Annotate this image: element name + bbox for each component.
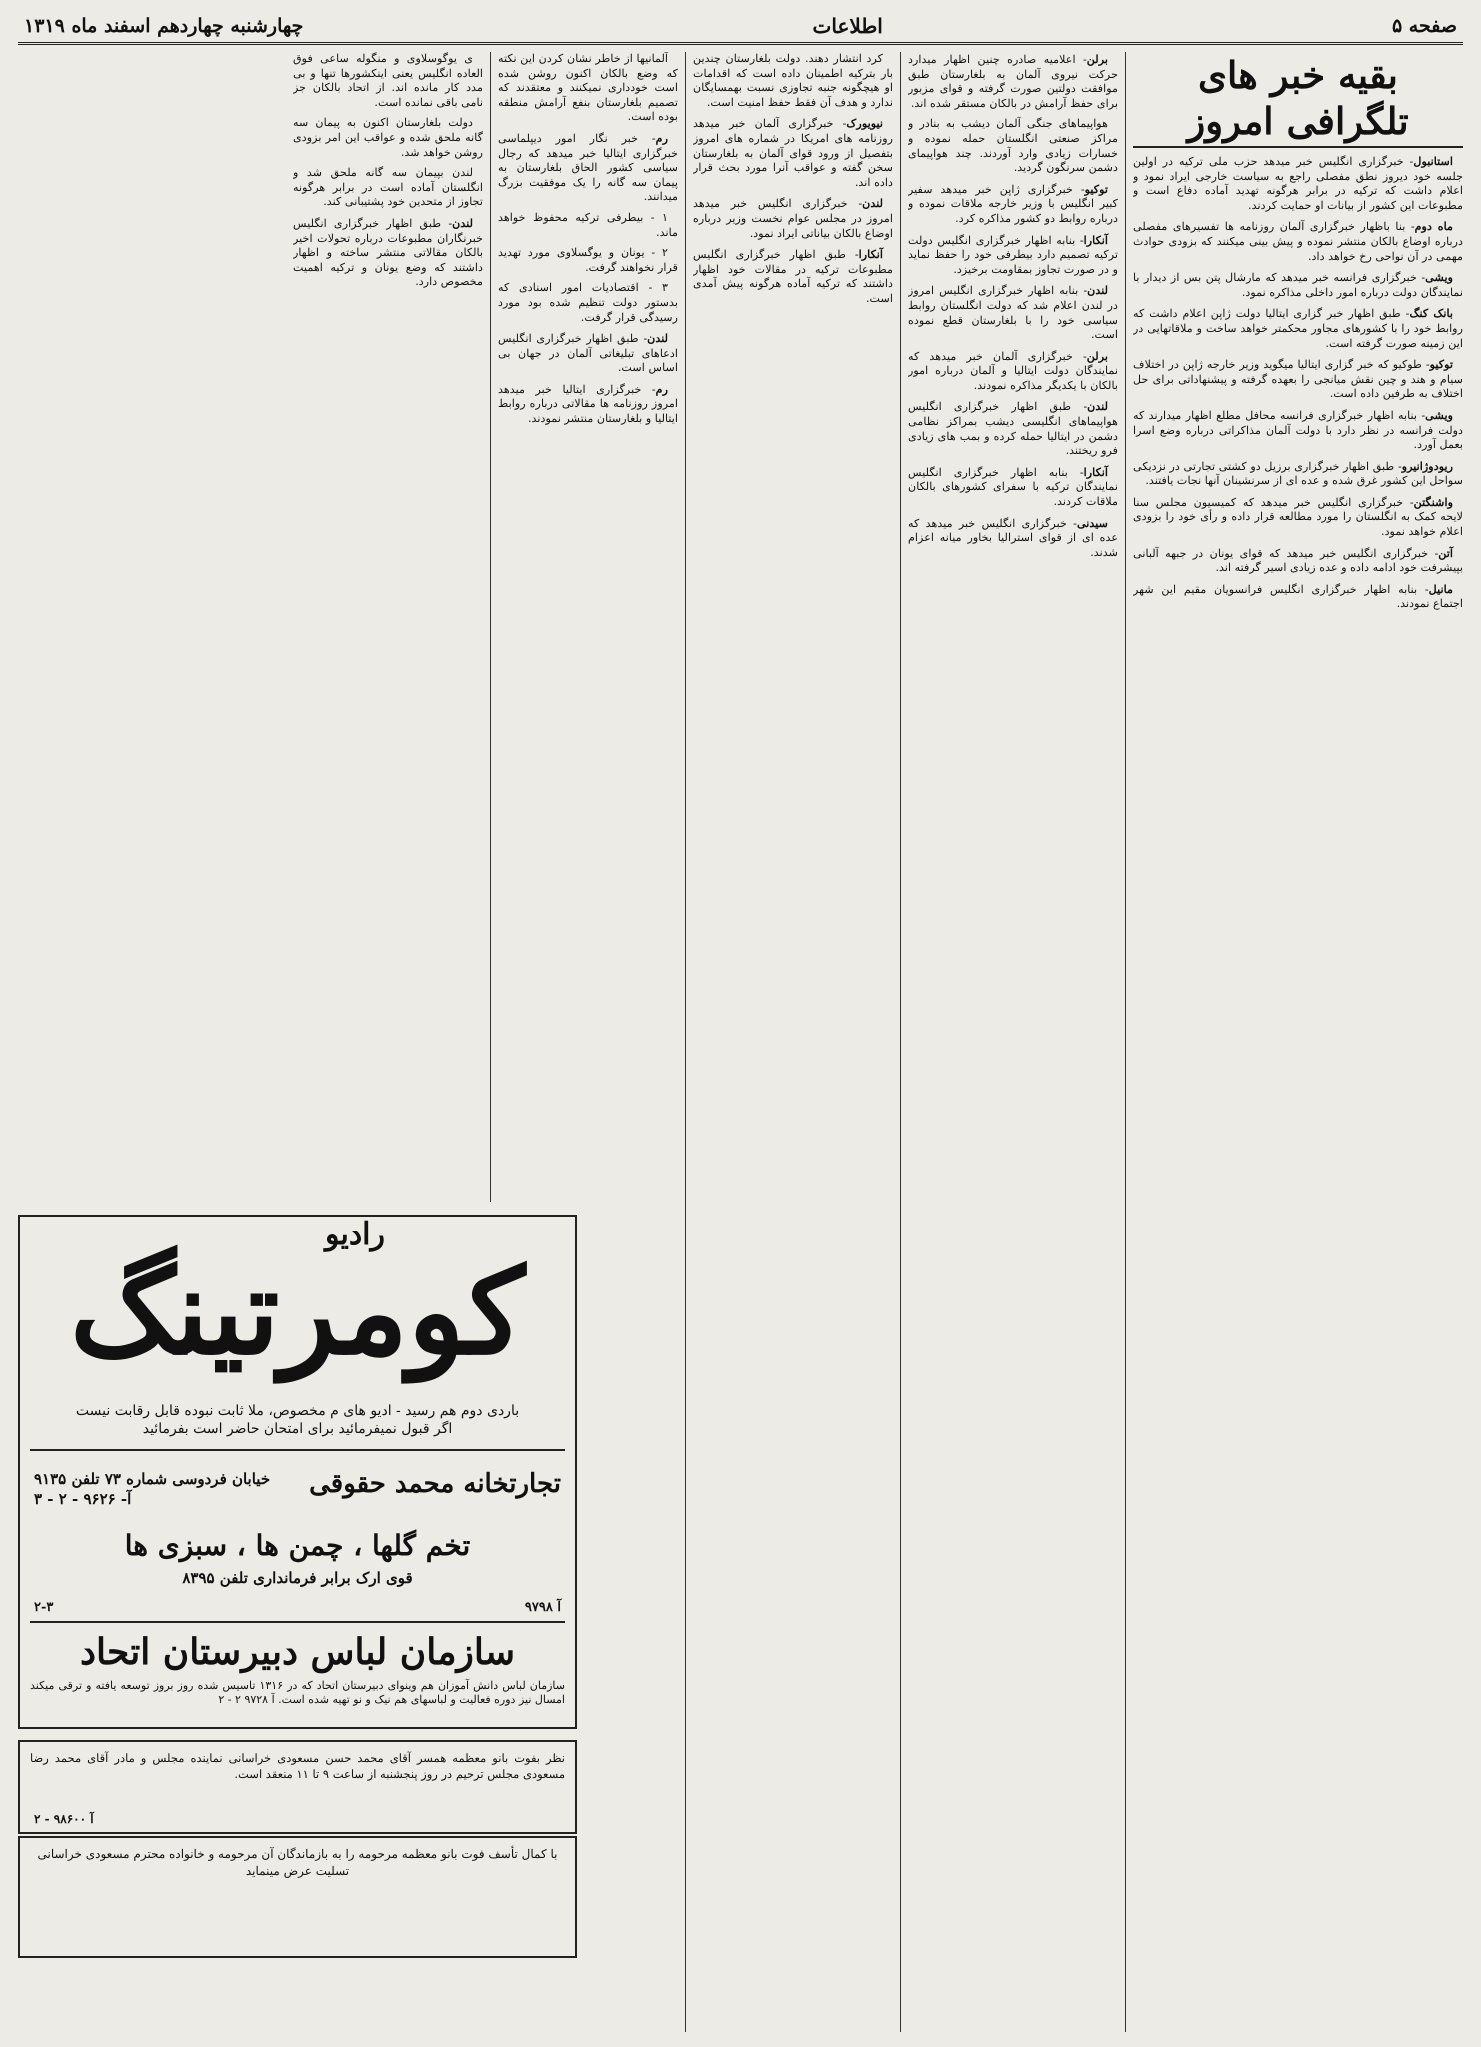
- news-body: - بنابه اظهار خبرگزاری انگلیس نمایندگان ترکیه با سفرای کشورهای بالکان ملاقات کردند.: [908, 465, 1118, 509]
- news-body: - خبرگزاری ژاپن خبر میدهد سفیر کبیر انگلیس با وزیر خارجه ملاقات نموده و درباره روابط دو کشور مذاکره کرد.: [908, 182, 1118, 225]
- news-item: [908, 283, 1118, 342]
- news-body: لندن بپیمان سه گانه ملحق شد و انگلستان آماده است در برابر هرگونه تجاوز از متحدین خود پشتیبانی کند.: [293, 166, 483, 209]
- news-item: [1133, 270, 1463, 300]
- newspaper-page: [18, 10, 1463, 2040]
- column-rule: [900, 52, 901, 2032]
- news-item: [693, 196, 893, 241]
- news-body: کرد انتشار دهند. دولت بلغارستان چندین بار بترکیه اطمینان داده است که اقدامات او هیچگونه جنبه تجاوزی نسبت بهمسایگان ندارد و هدف آن فقط حفظ امنیت است.: [693, 52, 893, 109]
- news-dateline: سیدنی: [1076, 515, 1108, 530]
- ad-radio-title: رادیو: [324, 1217, 385, 1252]
- column-rule: [685, 52, 686, 2032]
- ad-org-text: سازمان لباس دانش آموزان هم وینوای دبیرستان اتحاد که در ۱۳۱۶ تاسیس شده روز بروز توسعه یافته و ترقی میکند امسال نیز دوره فعالیت و لباسهای هم نیک و نو تهیه شده است. آ ۹۷۲۸ ۲ - ۲: [30, 1679, 565, 1706]
- news-item: [498, 211, 678, 240]
- condolence-notice: [18, 1836, 577, 1958]
- news-dateline: ویشی: [1425, 270, 1453, 285]
- ad-number-left: ۲-۳: [34, 1600, 54, 1615]
- news-column-3: [693, 52, 893, 2032]
- ad-address-line2: آ- ۹۶۲۶ - ۲ - ۳: [34, 1490, 132, 1508]
- news-item: [1133, 154, 1463, 213]
- condolence-text: با کمال تأسف فوت بانو معظمه مرحومه را به بازماندگان آن مرحومه و خانواده محترم مسعودی خراسانی تسلیت عرض مینماید: [37, 1847, 558, 1878]
- news-dateline: استانبول: [1413, 154, 1453, 168]
- news-body: دولت بلغارستان اکنون به پیمان سه گانه ملحق شده و عواقب این امر بزودی روشن خواهد شد.: [293, 116, 483, 159]
- news-item: [1133, 219, 1463, 264]
- news-item: [293, 116, 483, 160]
- news-body: آلمانیها از خاطر نشان کردن این نکته که وضع بالکان اکنون روشن شده است خودداری نمیکنند و معتقدند که تصمیم بلغارستان بنفع آرامش منطقه بوده است.: [498, 52, 678, 124]
- news-item: [693, 52, 893, 110]
- news-body: - خبرگزاری فرانسه خبر میدهد که مارشال پتن بس از دیدار با نمایندگان دولت درباره امور داخلی مذاکره نمود.: [1133, 271, 1463, 299]
- news-dateline: لندن: [1087, 399, 1108, 414]
- news-body: ۳ - اقتصادیات امور اسنادی که بدستور دولت تنظیم شده بود مورد رسیدگی قرار گرفت.: [498, 281, 678, 324]
- news-item: [1133, 306, 1463, 351]
- ad-radio-brand: کومرتینگ: [69, 1242, 526, 1381]
- ad-number-right: آ ۹۷۹۸: [524, 1600, 561, 1615]
- news-dateline: توکیو: [1429, 357, 1453, 372]
- news-item: [498, 331, 678, 376]
- news-body: - بنابه اظهار خبرگزاری انگلیس امروز در لندن اعلام شد که دولت انگلستان روابط سیاسی خود را با بلغارستان قطع نموده است.: [908, 284, 1118, 342]
- page-header: [18, 10, 1463, 45]
- ad-org-title: سازمان لباس دبیرستان اتحاد: [79, 1631, 516, 1673]
- news-body: - خبرگزاری ایتالیا خبر میدهد امروز روزنامه ها مقالاتی درباره روابط ایتالیا و بلغارستان منتشر نمودند.: [498, 382, 678, 426]
- news-item: [1133, 408, 1463, 453]
- news-column-5: [293, 52, 483, 1202]
- news-item: [1133, 495, 1463, 540]
- news-dateline: رم: [655, 130, 668, 145]
- news-body: - طبق اظهار خبرگزاری انگلیس ادعاهای تبلیغاتی آلمان در جهان بی اساس است.: [498, 332, 678, 375]
- ad-seeds: تخم گلها ، چمن ها ، سبزی ها: [124, 1529, 471, 1562]
- page-number: صفحه ۵: [1391, 15, 1457, 37]
- news-dateline: ریودوژانیرو: [1401, 458, 1453, 473]
- news-item: [908, 516, 1118, 561]
- news-body: ی یوگوسلاوی و منگوله ساعی فوق العاده انگلیس یعنی اینکشورها تنها و بی مدد کار مانده اند. از اتحاد بالکان جز نامی باقی نمانده است.: [293, 52, 483, 109]
- issue-date: چهارشنبه چهاردهم اسفند ماه ۱۳۱۹: [24, 15, 304, 37]
- news-body: - خبرگزاری انگلیس خبر میدهد که قوای یونان در جبهه آلبانی بپیشرفت خود ادامه داده و عده زیادی اسیر گرفته اند.: [1133, 546, 1463, 575]
- ad-radio-sub1: باردی دوم هم رسید - ادیو های م مخصوص، ملا ثابت نبوده قابل رقابت نیست: [75, 1403, 520, 1419]
- news-body: - بنابه اظهار خبرگزاری انگلیس دولت ترکیه تصمیم دارد بیطرفی خود را حفظ نماید و در صورت تجاوز بمقاومت برخیزد.: [908, 233, 1118, 276]
- news-body: - طبق اظهار خبر گزاری ایتالیا دولت ژاپن اعلام داشت که روابط خود را با کشورهای مجاور محکمتر خواهد ساخت و ملاقاتهایی در این زمینه صورت گرفته است.: [1133, 307, 1463, 350]
- news-column-1: [1133, 52, 1463, 2032]
- news-item: [908, 465, 1118, 510]
- news-dateline: رم: [655, 381, 668, 396]
- news-dateline: توکیو: [1084, 181, 1108, 196]
- news-dateline: بانک کنگ: [1409, 306, 1453, 321]
- news-body: - خبرگزاری انگلیس خبر میدهد که عده ای از قوای استرالیا بخاور میانه اعزام شدند.: [908, 516, 1118, 559]
- news-item: [1133, 546, 1463, 576]
- news-body: ۱ - بیطرفی ترکیه محفوظ خواهد ماند.: [498, 210, 678, 239]
- news-dateline: مانیل: [1428, 581, 1453, 596]
- news-body: - خبرگزاری آلمان خبر میدهد که نمایندگان دولت ایتالیا و آلمان درباره امور بالکان با یکدیگر مذاکره نمودند.: [908, 349, 1118, 392]
- notice-text: نظر بفوت بانو معظمه همسر آقای محمد حسن مسعودی خراسانی نماینده مجلس و مادر آقای محمد رضا مسعودی مجلس ترحیم در روز پنجشنبه از ساعت ۹ تا ۱۱ منعقد است.: [30, 1751, 565, 1781]
- news-body: - خبر نگار امور دیپلماسی خبرگزاری ایتالیا خبر میدهد که رجال سیاسی کشور الحاق بلغارستان به پیمان سه گانه را یک موفقیت بزرگ میدانند.: [498, 131, 678, 204]
- column-rule: [1125, 52, 1126, 2032]
- notice-number: آ ۹۸۶۰۰ - ۲: [34, 1812, 94, 1826]
- news-item: [908, 182, 1118, 227]
- newspaper-name: اطلاعات: [812, 14, 883, 38]
- news-column-2: [908, 52, 1118, 2032]
- headline: بقیه خبر های تلگرافی امروز: [1133, 52, 1463, 148]
- news-dateline: ویشی: [1425, 407, 1453, 422]
- ad-divider: [30, 1449, 565, 1451]
- news-body: - طبق اظهار خبرگزاری برزیل دو کشتی تجارتی در نزدیکی سواحل این کشور غرق شده و عده ای از سرنشینان آنها نجات یافتند.: [1133, 459, 1463, 488]
- ad-seeds-address: قوی ارک برابر فرمانداری تلفن ۸۳۹۵: [182, 1569, 413, 1587]
- news-dateline: لندن: [862, 196, 883, 211]
- news-dateline: لندن: [452, 215, 473, 230]
- news-item: [498, 246, 678, 275]
- news-item: [293, 52, 483, 110]
- news-dateline: برلن: [1086, 52, 1108, 66]
- news-dateline: برلن: [1086, 348, 1108, 363]
- news-body: - خبرگزاری انگلیس خبر میدهد حزب ملی ترکیه در اولین جلسه خود دیروز نطق مفصلی راجع به سیاست خارجی ایراد نمود و اعلام داشت که ترکیه در برابر هرگونه تهدید آماده دفاع است و مطبوعات این کشور از بیانات او حمایت کردند.: [1133, 155, 1463, 212]
- ad-radio-subtitle: [30, 1402, 565, 1438]
- news-item: [693, 247, 893, 306]
- news-body: - طبق اظهار خبرگزاری انگلیس خبرنگاران مطبوعات درباره تحولات اخیر بالکان مقالاتی منتشر ساخته و اظهار داشتند که وضع یونان و ترکیه اهمیت مخصوص دارد.: [293, 216, 483, 289]
- news-item: [1133, 459, 1463, 489]
- news-item: [693, 116, 893, 190]
- news-item: [293, 216, 483, 290]
- news-item: [498, 281, 678, 325]
- news-dateline: لندن: [647, 331, 668, 346]
- news-item: [908, 399, 1118, 458]
- news-item: [293, 166, 483, 210]
- news-dateline: آنکارا: [1083, 464, 1108, 479]
- news-item: [1133, 357, 1463, 402]
- news-dateline: آتن: [1438, 545, 1453, 560]
- ad-address-line1: خیابان فردوسی شماره ۷۳ تلفن ۹۱۳۵: [34, 1470, 271, 1488]
- news-item: [498, 382, 678, 427]
- ad-radio-sub2: اگر قبول نمیفرمائید برای امتحان حاضر است بفرمائید: [142, 1421, 453, 1437]
- news-item: [908, 349, 1118, 394]
- news-dateline: نیویورک: [846, 116, 883, 131]
- news-body: - خبرگزاری انگلیس خبر میدهد که کمیسیون مجلس سنا لایحه کمک به انگلستان را مورد مطالعه قرار داده و رأی خود را بزودی اعلام خواهد نمود.: [1133, 495, 1463, 539]
- column-rule: [490, 52, 491, 1202]
- news-dateline: ماه دوم: [1414, 219, 1454, 234]
- news-item: [498, 52, 678, 125]
- ad-address: [34, 1469, 270, 1509]
- news-dateline: آنکارا: [1083, 232, 1108, 247]
- ad-shop-name: تجارتخانه محمد حقوقی: [309, 1469, 561, 1499]
- news-body: - بنابه اظهار خبرگزاری انگلیس فرانسویان مقیم این شهر اجتماع نمودند.: [1133, 582, 1463, 611]
- news-item: [498, 131, 678, 205]
- news-dateline: آنکارا: [858, 247, 883, 262]
- news-body: هواپیماهای جنگی آلمان دیشب به بنادر و مراکز صنعتی انگلستان حمله نموده و خسارات زیادی وارد آوردند. چند هواپیمای دشمن سرنگون گردید.: [908, 117, 1118, 175]
- news-column-4: [498, 52, 678, 1202]
- news-dateline: لندن: [1087, 283, 1108, 298]
- news-body: - خبرگزاری انگلیس خبر میدهد امروز در مجلس عوام نخست وزیر درباره اوضاع بالکان بیاناتی ایراد نمود.: [693, 197, 893, 240]
- news-body: - بنابه اظهار خبرگزاری فرانسه محافل مطلع اظهار میدارند که دولت فرانسه در نظر دارد با دولت آلمان مذاکراتی درباره وضع اسرا بعمل آورد.: [1133, 408, 1463, 452]
- radio-advertisement: [18, 1215, 577, 1729]
- news-body: - بنا باظهار خبرگزاری آلمان روزنامه ها تفسیرهای مفصلی درباره اوضاع بالکان منتشر نموده و پیش بینی میکنند که بزودی حوادث مهمی در آن نواحی رخ خواهد داد.: [1133, 220, 1463, 263]
- news-dateline: واشنگتن: [1413, 494, 1453, 509]
- news-item: [908, 52, 1118, 111]
- ad-divider: [30, 1621, 565, 1623]
- news-body: ۲ - یونان و یوگسلاوی مورد تهدید قرار نخواهند گرفت.: [498, 246, 678, 274]
- news-body: - طبق اظهار خبرگزاری انگلیس هواپیماهای انگلیسی دیشب بمراکز نظامی دشمن در ایتالیا حمله کرده و بمب های زیادی فرو ریختند.: [908, 400, 1118, 458]
- memorial-notice: [18, 1740, 577, 1834]
- news-item: [1133, 582, 1463, 612]
- news-body: - اعلامیه صادره چنین اظهار میدارد حرکت نیروی آلمان به بلغارستان طبق موافقت دولتین صورت گرفته و قوای مزبور برای حفظ آرامش در بالکان مستقر شده اند.: [908, 53, 1118, 110]
- news-body: - طبق اظهار خبرگزاری انگلیس مطبوعات ترکیه در مقالات خود اظهار داشتند که ترکیه آماده هرگونه پیش آمدی است.: [693, 248, 893, 305]
- news-item: [908, 233, 1118, 278]
- news-item: [908, 117, 1118, 175]
- news-body: - طوکیو که خبر گزاری ایتالیا میگوید وزیر خارجه ژاپن در اختلاف سیام و هند و چین نقش میانجی را بعهده گرفته و پیشنهاداتی برای حل اختلاف به طرفین داده است.: [1133, 358, 1463, 401]
- news-body: - خبرگزاری آلمان خبر میدهد روزنامه های امریکا در شماره های امروز بتفصیل از ورود قوای آلمان به بلغارستان سخن گفته و عواقب آنرا مورد بحث قرار داده اند.: [693, 117, 893, 189]
